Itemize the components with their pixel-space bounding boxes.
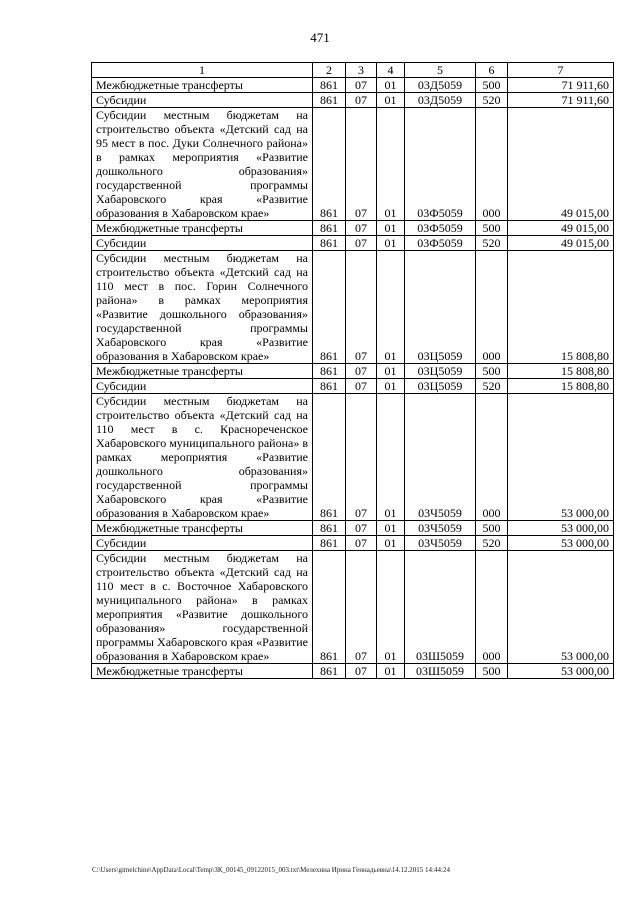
section-cell: 07 [346, 521, 377, 536]
target-article-cell: 03Ч5059 [405, 394, 476, 521]
header-cell-6: 6 [476, 63, 508, 78]
target-article-cell: 03Ц5059 [405, 364, 476, 379]
admin-code-cell: 861 [313, 221, 346, 236]
section-cell: 07 [346, 221, 377, 236]
amount-cell: 53 000,00 [508, 551, 614, 664]
admin-code-cell: 861 [313, 536, 346, 551]
table-row [92, 93, 614, 108]
table-row [92, 364, 614, 379]
subsection-cell: 01 [377, 236, 405, 251]
row-name-cell: Субсидии [92, 93, 313, 108]
admin-code-cell: 861 [313, 78, 346, 93]
admin-code-cell: 861 [313, 551, 346, 664]
table-header-row [92, 63, 614, 78]
subsection-cell: 01 [377, 221, 405, 236]
table-row [92, 664, 614, 679]
section-cell: 07 [346, 536, 377, 551]
amount-cell: 15 808,80 [508, 364, 614, 379]
table-row [92, 521, 614, 536]
admin-code-cell: 861 [313, 251, 346, 364]
target-article-cell: 03Ч5059 [405, 536, 476, 551]
table-row [92, 221, 614, 236]
target-article-cell: 03Ф5059 [405, 108, 476, 221]
header-cell-1: 1 [92, 63, 313, 78]
target-article-cell: 03Д5059 [405, 78, 476, 93]
subsection-cell: 01 [377, 364, 405, 379]
admin-code-cell: 861 [313, 379, 346, 394]
expense-type-cell: 520 [476, 379, 508, 394]
subsection-cell: 01 [377, 521, 405, 536]
header-cell-4: 4 [377, 63, 405, 78]
section-cell: 07 [346, 394, 377, 521]
section-cell: 07 [346, 251, 377, 364]
amount-cell: 49 015,00 [508, 108, 614, 221]
target-article-cell: 03Ч5059 [405, 521, 476, 536]
expense-type-cell: 520 [476, 236, 508, 251]
subsection-cell: 01 [377, 664, 405, 679]
row-name-cell: Межбюджетные трансферты [92, 521, 313, 536]
table-row [92, 108, 614, 221]
row-name-cell: Субсидии местным бюджетам на строительство объекта «Детский сад на 95 мест в пос. Дуки Солнечного района» в рамках мероприятия «Развитие дошкольного образования» государственной программы Хабаровского края «Развитие образования в Хабаровском крае» [92, 108, 313, 221]
subsection-cell: 01 [377, 536, 405, 551]
admin-code-cell: 861 [313, 108, 346, 221]
row-name-cell: Субсидии местным бюджетам на строительство объекта «Детский сад на 110 мест в с. Краснореченское Хабаровского муниципального района» в рамках мероприятия «Развитие дошкольного образования» государственной программы Хабаровского края «Развитие образования в Хабаровском крае» [92, 394, 313, 521]
section-cell: 07 [346, 551, 377, 664]
section-cell: 07 [346, 379, 377, 394]
target-article-cell: 03Д5059 [405, 93, 476, 108]
amount-cell: 53 000,00 [508, 536, 614, 551]
expense-type-cell: 000 [476, 394, 508, 521]
row-name-cell: Межбюджетные трансферты [92, 364, 313, 379]
subsection-cell: 01 [377, 93, 405, 108]
subsection-cell: 01 [377, 108, 405, 221]
amount-cell: 49 015,00 [508, 221, 614, 236]
row-name-cell: Межбюджетные трансферты [92, 664, 313, 679]
header-cell-5: 5 [405, 63, 476, 78]
amount-cell: 71 911,60 [508, 93, 614, 108]
row-name-cell: Межбюджетные трансферты [92, 78, 313, 93]
row-name-cell: Субсидии местным бюджетам на строительство объекта «Детский сад на 110 мест в пос. Горин Солнечного района» в рамках мероприятия «Развитие дошкольного образования» государственной программы Хабаровского края «Развитие образования в Хабаровском крае» [92, 251, 313, 364]
subsection-cell: 01 [377, 551, 405, 664]
target-article-cell: 03Ф5059 [405, 236, 476, 251]
header-cell-2: 2 [313, 63, 346, 78]
table-row [92, 394, 614, 521]
table-row [92, 551, 614, 664]
admin-code-cell: 861 [313, 664, 346, 679]
section-cell: 07 [346, 236, 377, 251]
subsection-cell: 01 [377, 251, 405, 364]
subsection-cell: 01 [377, 394, 405, 521]
expense-type-cell: 000 [476, 551, 508, 664]
target-article-cell: 03Ш5059 [405, 551, 476, 664]
row-name-cell: Межбюджетные трансферты [92, 221, 313, 236]
section-cell: 07 [346, 664, 377, 679]
expense-type-cell: 520 [476, 536, 508, 551]
table-row [92, 236, 614, 251]
header-cell-3: 3 [346, 63, 377, 78]
subsection-cell: 01 [377, 379, 405, 394]
amount-cell: 53 000,00 [508, 394, 614, 521]
header-cell-7: 7 [508, 63, 614, 78]
expense-type-cell: 500 [476, 521, 508, 536]
amount-cell: 15 808,80 [508, 251, 614, 364]
expense-type-cell: 500 [476, 364, 508, 379]
expense-type-cell: 500 [476, 664, 508, 679]
page-number: 471 [310, 30, 330, 45]
expense-type-cell: 520 [476, 93, 508, 108]
admin-code-cell: 861 [313, 394, 346, 521]
expense-type-cell: 500 [476, 78, 508, 93]
target-article-cell: 03Ф5059 [405, 221, 476, 236]
section-cell: 07 [346, 108, 377, 221]
row-name-cell: Субсидии [92, 536, 313, 551]
amount-cell: 53 000,00 [508, 521, 614, 536]
target-article-cell: 03Ц5059 [405, 251, 476, 364]
admin-code-cell: 861 [313, 236, 346, 251]
expense-type-cell: 500 [476, 221, 508, 236]
section-cell: 07 [346, 93, 377, 108]
section-cell: 07 [346, 364, 377, 379]
admin-code-cell: 861 [313, 364, 346, 379]
subsection-cell: 01 [377, 78, 405, 93]
row-name-cell: Субсидии [92, 379, 313, 394]
table-row [92, 536, 614, 551]
amount-cell: 49 015,00 [508, 236, 614, 251]
admin-code-cell: 861 [313, 521, 346, 536]
target-article-cell: 03Ц5059 [405, 379, 476, 394]
amount-cell: 15 808,80 [508, 379, 614, 394]
target-article-cell: 03Ш5059 [405, 664, 476, 679]
row-name-cell: Субсидии местным бюджетам на строительство объекта «Детский сад на 110 мест в с. Восточное Хабаровского муниципального района» в рамках мероприятия «Развитие дошкольного образования» государственной программы Хабаровского края «Развитие образования в Хабаровском крае» [92, 551, 313, 664]
row-name-cell: Субсидии [92, 236, 313, 251]
expense-type-cell: 000 [476, 108, 508, 221]
expense-type-cell: 000 [476, 251, 508, 364]
table-row [92, 78, 614, 93]
admin-code-cell: 861 [313, 93, 346, 108]
table-row [92, 379, 614, 394]
section-cell: 07 [346, 78, 377, 93]
amount-cell: 71 911,60 [508, 78, 614, 93]
table-row [92, 251, 614, 364]
file-path-footer: C:\Users\gimelchine\AppData\Local\Temp\ЗК_00145_09122015_003.txt\Мелехина Ирина Геннадьевна\14.12.2015 14:44:24 [92, 866, 450, 874]
budget-table [91, 62, 614, 679]
amount-cell: 53 000,00 [508, 664, 614, 679]
